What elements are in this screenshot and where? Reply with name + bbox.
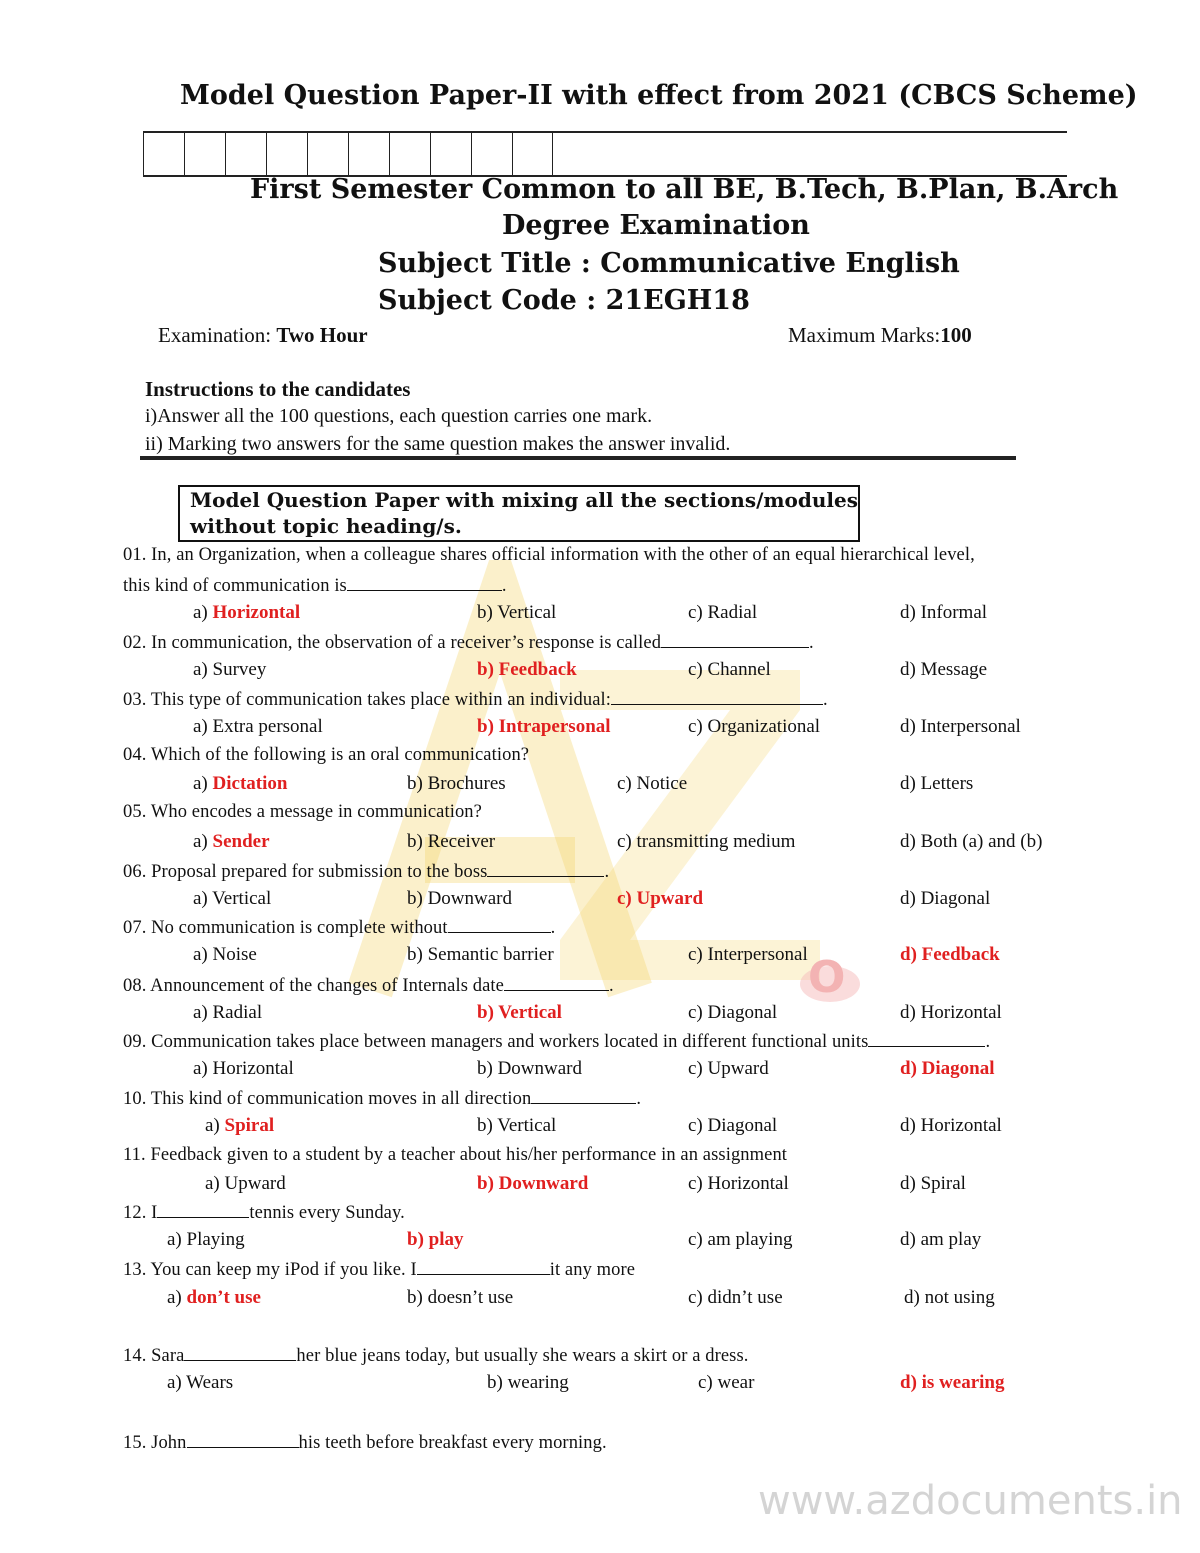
q14-option-a: a) Wears bbox=[167, 1372, 234, 1393]
question-13-text: 13. You can keep my iPod if you like. I bbox=[123, 1260, 417, 1280]
q6-option-a: a) Vertical bbox=[193, 888, 272, 909]
q2-option-d: d) Message bbox=[900, 659, 988, 680]
q9-option-c: c) Upward bbox=[688, 1058, 769, 1079]
question-15-text: 15. John bbox=[123, 1433, 187, 1453]
subject-code: Subject Code : 21EGH18 bbox=[378, 285, 750, 316]
q13-option-a-prefix: a) bbox=[167, 1287, 187, 1308]
q7-answer: d) Feedback bbox=[900, 944, 1000, 965]
q5-option-c: c) transmitting medium bbox=[617, 831, 796, 852]
instructions-divider bbox=[140, 456, 1016, 460]
usn-boxes bbox=[143, 132, 553, 176]
q13-option-c: c) didn’t use bbox=[688, 1287, 783, 1308]
question-12-text: 12. I bbox=[123, 1203, 158, 1223]
q12-answer: b) play bbox=[407, 1229, 464, 1250]
q6-option-b: b) Downward bbox=[407, 888, 513, 909]
usn-cell bbox=[430, 132, 471, 176]
q11-option-c: c) Horizontal bbox=[688, 1173, 789, 1194]
question-3 bbox=[123, 688, 828, 711]
question-6 bbox=[123, 860, 609, 883]
q11-option-d: d) Spiral bbox=[900, 1173, 966, 1194]
answer-blank bbox=[531, 1087, 636, 1104]
question-6-text: 06. Proposal prepared for submission to the boss bbox=[123, 862, 488, 882]
q9-option-b: b) Downward bbox=[477, 1058, 583, 1079]
question-9-text: 09. Communication takes place between managers and workers located in different functional units bbox=[123, 1032, 869, 1052]
question-15 bbox=[123, 1431, 607, 1454]
q4-option-a bbox=[193, 773, 287, 795]
question-10 bbox=[123, 1087, 641, 1110]
q10-option-d: d) Horizontal bbox=[900, 1115, 1002, 1136]
q11-answer: b) Downward bbox=[477, 1173, 589, 1194]
instruction-item: ii) Marking two answers for the same question makes the answer invalid. bbox=[145, 433, 731, 455]
usn-cell bbox=[266, 132, 307, 176]
q7-option-c: c) Interpersonal bbox=[688, 944, 808, 965]
q2-answer: b) Feedback bbox=[477, 659, 577, 680]
q4-option-b: b) Brochures bbox=[407, 773, 506, 794]
q4-answer: Dictation bbox=[212, 773, 288, 794]
q10-option-a bbox=[205, 1115, 274, 1137]
q12-option-c: c) am playing bbox=[688, 1229, 793, 1250]
q12-option-d: d) am play bbox=[900, 1229, 982, 1250]
question-4: 04. Which of the following is an oral communication? bbox=[123, 745, 530, 765]
q14-answer: d) is wearing bbox=[900, 1372, 1005, 1393]
question-9-end: . bbox=[985, 1032, 991, 1052]
q3-option-c: c) Organizational bbox=[688, 716, 821, 737]
q10-option-b: b) Vertical bbox=[477, 1115, 557, 1136]
question-1-text2: this kind of communication is bbox=[123, 576, 347, 596]
answer-blank bbox=[661, 631, 809, 648]
exam-duration-value: Two Hour bbox=[276, 323, 368, 347]
question-7-text: 07. No communication is complete without bbox=[123, 918, 448, 938]
q7-option-b: b) Semantic barrier bbox=[407, 944, 554, 965]
q6-option-d: d) Diagonal bbox=[900, 888, 991, 909]
instruction-item: i)Answer all the 100 questions, each question carries one mark. bbox=[145, 405, 653, 427]
answer-blank bbox=[157, 1201, 249, 1218]
usn-cell bbox=[225, 132, 266, 176]
usn-cell bbox=[348, 132, 389, 176]
answer-blank bbox=[504, 974, 609, 991]
q5-option-d: d) Both (a) and (b) bbox=[900, 831, 1043, 852]
max-marks-label: Maximum Marks: bbox=[788, 323, 941, 347]
q3-answer: b) Intrapersonal bbox=[477, 716, 611, 737]
answer-blank bbox=[347, 574, 502, 591]
q14-option-b: b) wearing bbox=[487, 1372, 569, 1393]
usn-cell bbox=[184, 132, 225, 176]
answer-blank bbox=[187, 1431, 299, 1448]
question-2-end: . bbox=[809, 633, 814, 653]
usn-cell bbox=[143, 132, 184, 176]
watermark-logo-letter: O bbox=[808, 952, 846, 1003]
q1-option-c: c) Radial bbox=[688, 602, 758, 623]
degree-line: Degree Examination bbox=[502, 210, 810, 241]
q5-answer: Sender bbox=[212, 831, 270, 852]
q10-option-c: c) Diagonal bbox=[688, 1115, 778, 1136]
q11-option-a: a) Upward bbox=[205, 1173, 286, 1194]
section-box-line2: without topic heading/s. bbox=[190, 514, 462, 538]
answer-blank bbox=[184, 1344, 296, 1361]
exam-duration bbox=[158, 323, 368, 348]
question-15-end: his teeth before breakfast every morning. bbox=[298, 1433, 607, 1453]
semester-line: First Semester Common to all BE, B.Tech, B.Plan, B.Arch bbox=[250, 174, 1119, 205]
question-14 bbox=[123, 1344, 748, 1367]
q4-option-d: d) Letters bbox=[900, 773, 974, 794]
question-8 bbox=[123, 974, 614, 997]
question-3-end: . bbox=[823, 690, 828, 710]
usn-cell bbox=[471, 132, 512, 176]
q13-option-b: b) doesn’t use bbox=[407, 1287, 514, 1308]
q10-option-a-prefix: a) bbox=[205, 1115, 225, 1136]
question-12-end: tennis every Sunday. bbox=[249, 1203, 405, 1223]
question-7-end: . bbox=[550, 918, 556, 938]
q8-option-d: d) Horizontal bbox=[900, 1002, 1002, 1023]
subject-title: Subject Title : Communicative English bbox=[378, 248, 960, 279]
q9-option-a: a) Horizontal bbox=[193, 1058, 294, 1079]
paper-title: Model Question Paper-II with effect from 2021 (CBCS Scheme) bbox=[180, 80, 1138, 111]
question-1-cont bbox=[123, 574, 507, 597]
answer-blank bbox=[611, 688, 823, 705]
q13-option-a bbox=[167, 1287, 261, 1309]
q1-option-a-prefix: a) bbox=[193, 602, 213, 623]
question-2-text: 02. In communication, the observation of a receiver’s response is called bbox=[123, 633, 662, 653]
question-13-end: it any more bbox=[549, 1260, 636, 1280]
question-10-end: . bbox=[636, 1089, 642, 1109]
question-1: 01. In, an Organization, when a colleague shares official information with the other of an equal hierarchical level, bbox=[123, 545, 975, 565]
question-5: 05. Who encodes a message in communication? bbox=[123, 802, 482, 822]
usn-cell bbox=[512, 132, 553, 176]
max-marks bbox=[788, 323, 972, 348]
question-13 bbox=[123, 1258, 635, 1281]
instructions-heading: Instructions to the candidates bbox=[145, 377, 411, 401]
usn-cell bbox=[389, 132, 430, 176]
q3-option-d: d) Interpersonal bbox=[900, 716, 1021, 737]
q13-option-d: d) not using bbox=[904, 1287, 995, 1308]
q5-option-a-prefix: a) bbox=[193, 831, 213, 852]
q4-option-a-prefix: a) bbox=[193, 773, 213, 794]
question-6-end: . bbox=[604, 862, 610, 882]
q8-answer: b) Vertical bbox=[477, 1002, 562, 1023]
q9-answer: d) Diagonal bbox=[900, 1058, 995, 1079]
question-14-end: her blue jeans today, but usually she wears a skirt or a dress. bbox=[296, 1346, 749, 1366]
max-marks-value: 100 bbox=[940, 323, 972, 347]
q8-option-c: c) Diagonal bbox=[688, 1002, 778, 1023]
q3-option-a: a) Extra personal bbox=[193, 716, 323, 737]
question-7 bbox=[123, 916, 555, 939]
question-10-text: 10. This kind of communication moves in all direction bbox=[123, 1089, 532, 1109]
q8-option-a: a) Radial bbox=[193, 1002, 263, 1023]
site-watermark: www.azdocuments.in bbox=[758, 1478, 1183, 1524]
q1-option-a bbox=[193, 602, 300, 624]
q5-option-a bbox=[193, 831, 270, 853]
q1-option-d: d) Informal bbox=[900, 602, 988, 623]
usn-cell bbox=[307, 132, 348, 176]
q10-answer: Spiral bbox=[224, 1115, 275, 1136]
q12-option-a: a) Playing bbox=[167, 1229, 245, 1250]
section-box-line1: Model Question Paper with mixing all the sections/modules bbox=[190, 488, 859, 512]
q5-option-b: b) Receiver bbox=[407, 831, 496, 852]
q1-option-b: b) Vertical bbox=[477, 602, 557, 623]
answer-blank bbox=[868, 1030, 985, 1047]
answer-blank bbox=[448, 916, 551, 933]
q2-option-a: a) Survey bbox=[193, 659, 267, 680]
q2-option-c: c) Channel bbox=[688, 659, 771, 680]
q1-answer: Horizontal bbox=[212, 602, 301, 623]
question-9 bbox=[123, 1030, 990, 1053]
question-8-end: . bbox=[608, 976, 614, 996]
q4-option-c: c) Notice bbox=[617, 773, 688, 794]
answer-blank bbox=[487, 860, 604, 877]
question-8-text: 08. Announcement of the changes of Internals date bbox=[123, 976, 504, 996]
question-11: 11. Feedback given to a student by a teacher about his/her performance in an assignment bbox=[123, 1145, 788, 1165]
exam-duration-label: Examination: bbox=[158, 323, 277, 347]
q6-answer: c) Upward bbox=[617, 888, 704, 909]
question-12 bbox=[123, 1201, 405, 1224]
q14-option-c: c) wear bbox=[698, 1372, 755, 1393]
q13-answer: don’t use bbox=[186, 1287, 261, 1308]
question-2 bbox=[123, 631, 814, 654]
question-3-text: 03. This type of communication takes place within an individual: bbox=[123, 690, 611, 710]
q7-option-a: a) Noise bbox=[193, 944, 257, 965]
question-14-text: 14. Sara bbox=[123, 1346, 185, 1366]
question-1-end: . bbox=[501, 576, 507, 596]
answer-blank bbox=[417, 1258, 550, 1275]
